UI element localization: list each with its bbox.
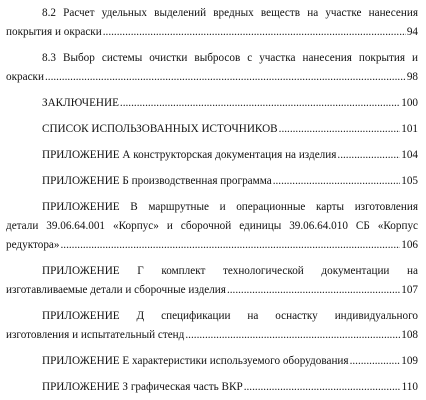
toc-page-number: 104	[401, 149, 418, 161]
toc-entry-text: 8.2 Расчет удельных выделений вредных веществ на участке нанесения	[42, 7, 418, 19]
toc-entry-text: ПРИЛОЖЕНИЕ Е характеристики используемого оборудования	[42, 355, 349, 367]
toc-page-number: 105	[401, 175, 418, 187]
toc-entry-text: окраски	[6, 71, 44, 83]
toc-entry-leader-line	[6, 172, 418, 191]
dot-leader	[120, 94, 400, 113]
toc-entry-text: 8.3 Выбор системы очистки выбросов с участка нанесения покрытия и	[42, 52, 418, 64]
toc-page-number: 108	[401, 329, 418, 341]
toc-page-number: 106	[401, 239, 418, 251]
toc-entry-text: ПРИЛОЖЕНИЕ Б производственная программа	[42, 175, 272, 187]
toc-page-number: 98	[406, 71, 418, 83]
toc-entry-leader-line	[6, 352, 418, 371]
toc-entry-text: покрытия и окраски	[6, 26, 102, 38]
toc-entry-conclusion	[6, 94, 418, 113]
dot-leader	[350, 352, 401, 371]
toc-entry-text: ПРИЛОЖЕНИЕ А конструкторская документация на изделия	[42, 149, 337, 161]
toc-entry-leader-line	[6, 326, 418, 345]
toc-entry-text: ПРИЛОЖЕНИЕ З графическая часть ВКР	[42, 381, 243, 393]
toc-entry-appendix-b	[6, 172, 418, 191]
toc-entry-leader-line	[6, 94, 418, 113]
toc-entry-text: ПРИЛОЖЕНИЕ Д спецификации на оснастку индивидуального	[42, 310, 418, 322]
dot-leader	[273, 172, 401, 191]
toc-entry-leader-line	[6, 23, 418, 42]
toc-entry-text: ПРИЛОЖЕНИЕ В маршрутные и операционные карты изготовления	[42, 201, 418, 213]
dot-leader	[185, 326, 400, 345]
toc-entry-text: детали 39.06.64.001 «Корпус» и сборочной единицы 39.06.64.010 СБ «Корпус	[6, 220, 418, 232]
toc-entry-text: СПИСОК ИСПОЛЬЗОВАННЫХ ИСТОЧНИКОВ	[42, 123, 278, 135]
toc-entry-appendix-d	[6, 307, 418, 345]
toc-entry-text: ЗАКЛЮЧЕНИЕ	[42, 97, 119, 109]
toc-entry-text: ПРИЛОЖЕНИЕ Г комплект технологической документации на	[42, 265, 418, 277]
toc-page-number: 101	[401, 123, 418, 135]
toc-entry-leader-line	[6, 378, 418, 397]
toc-entry-leader-line	[6, 236, 418, 255]
toc-entry-appendix-g	[6, 262, 418, 300]
toc-page-number: 110	[401, 381, 418, 393]
toc-entry-text: изготавливаемые детали и сборочные изделия	[6, 284, 226, 296]
dot-leader	[45, 68, 406, 87]
toc-entry-references	[6, 120, 418, 139]
toc-entry-8-2	[6, 4, 418, 42]
toc-page-number: 107	[401, 284, 418, 296]
toc-entry-appendix-e	[6, 352, 418, 371]
dot-leader	[103, 23, 406, 42]
toc-entry-leader-line	[6, 281, 418, 300]
table-of-contents	[6, 4, 418, 397]
toc-entry-text: редуктора»	[6, 239, 60, 251]
toc-entry-text: изготовления и испытательный стенд	[6, 329, 185, 341]
toc-entry-leader-line	[6, 68, 418, 87]
toc-entry-appendix-a	[6, 146, 418, 165]
dot-leader	[244, 378, 401, 397]
toc-entry-8-3	[6, 49, 418, 87]
toc-entry-leader-line	[6, 120, 418, 139]
dot-leader	[279, 120, 401, 139]
toc-entry-appendix-z	[6, 378, 418, 397]
toc-entry-appendix-v	[6, 198, 418, 255]
toc-page-number: 109	[401, 355, 418, 367]
toc-page-number: 94	[406, 26, 418, 38]
dot-leader	[227, 281, 400, 300]
toc-entry-leader-line	[6, 146, 418, 165]
toc-page-number: 100	[401, 97, 418, 109]
dot-leader	[337, 146, 400, 165]
dot-leader	[60, 236, 400, 255]
